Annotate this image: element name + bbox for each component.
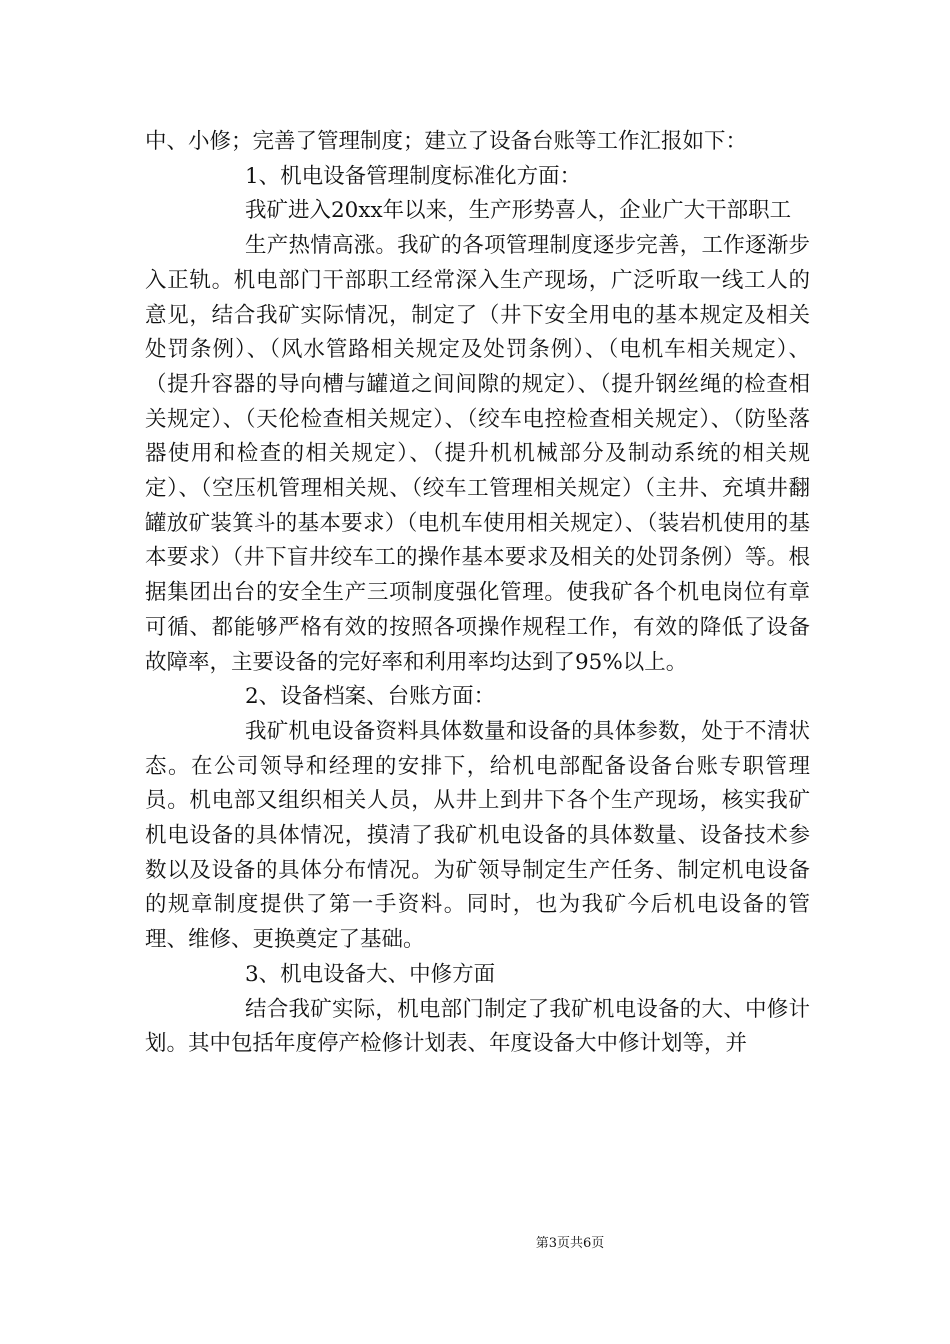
paragraph-2: 我矿进入20xx年以来，生产形势喜人，企业广大干部职工 — [245, 198, 792, 224]
paragraph-3: 生产热情高涨。我矿的各项管理制度逐步完善，工作逐渐步入正轨。机电部门干部职工经常深入生产现场，广泛听取一线工人的意见，结合我矿实际情况，制定了（井下安全用电的基本规定及相关处罚条例）、（风水管路相关规定及处罚条例）、（电机车相关规定）、（提升容器的导向槽与罐道之间间隙的规定）、（提升钢丝绳的检查相关规定）、（天伦检查相关规定）、（绞车电控检查相关规定）、（防坠落器使用和检查的相关规定）、（提升机机械部分及制动系统的相关规定）、（空压机管理相关规、（绞车工管理相关规定）（主井、充填井翻罐放矿装箕斗的基本要求）（电机车使用相关规定）、（装岩机使用的基本要求）（井下盲井绞车工的操作基本要求及相关的处罚条例）等。根据集团出台的安全生产三项制度强化管理。使我矿各个机电岗位有章可循、都能够严格有效的按照各项操作规程工作，有效的降低了设备故障率，主要设备的完好率和利用率均达到了95%以上。 — [145, 233, 810, 675]
page-footer — [0, 1232, 950, 1251]
heading-1: 1、机电设备管理制度标准化方面： — [245, 163, 582, 189]
heading-3: 3、机电设备大、中修方面 — [245, 961, 496, 987]
heading-2: 2、设备档案、台账方面： — [245, 684, 496, 710]
paragraph-4: 我矿机电设备资料具体数量和设备的具体参数，处于不清状态。在公司领导和经理的安排下，给机电部配备设备台账专职管理员。机电部又组织相关人员，从井上到井下各个生产现场，核实我矿机电设备的具体情况，摸清了我矿机电设备的具体数量、设备技术参数以及设备的具体分布情况。为矿领导制定生产任务、制定机电设备的规章制度提供了第一手资料。同时，也为我矿今后机电设备的管理、维修、更换奠定了基础。 — [145, 718, 810, 953]
paragraph-1: 中、小修；完善了管理制度；建立了设备台账等工作汇报如下： — [145, 129, 748, 154]
page-number: 第3页共6页 — [535, 1236, 605, 1251]
paragraph-5: 结合我矿实际，机电部门制定了我矿机电设备的大、中修计划。其中包括年度停产检修计划表、年度设备大中修计划等，并 — [145, 996, 810, 1057]
document-body — [145, 125, 810, 1062]
